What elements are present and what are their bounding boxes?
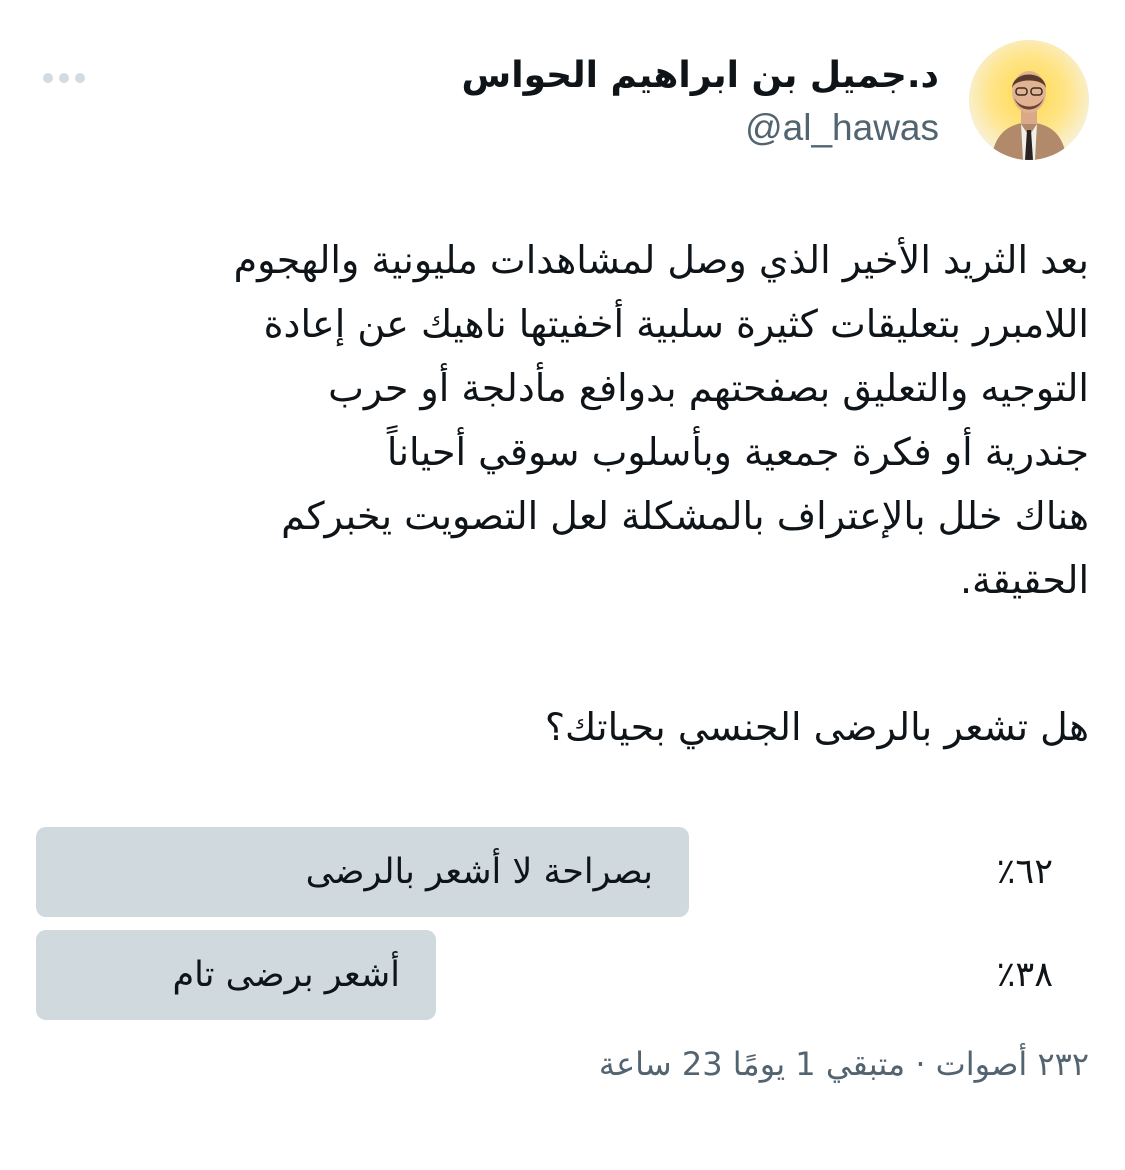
profile-photo-icon [969, 40, 1089, 160]
poll-option-label: أشعر برضى تام [172, 955, 400, 995]
poll-option-2 [36, 930, 1089, 1020]
tweet-text: بعد الثريد الأخير الذي وصل لمشاهدات مليونية والهجوم اللامبرر بتعليقات كثيرة سلبية أخفيتها ناهيك عن إعادة التوجيه والتعليق بصفحتهم بدوافع مأدلجة أو حرب جندرية أو فكرة جمعية وبأسلوب سوقي أحياناً هناك خلل بالإعتراف بالمشكلة لعل التصويت يخبركم الحقيقة. [233, 238, 1089, 602]
tweet-header [36, 40, 1089, 160]
author-display-name[interactable]: د.جميل بن ابراهيم الحواس [461, 55, 939, 96]
poll-option-1 [36, 827, 1089, 917]
more-options-button[interactable] [36, 58, 92, 98]
poll-option-percent: ٦٢٪ [996, 852, 1053, 892]
poll-option-percent: ٣٨٪ [996, 955, 1053, 995]
more-horizontal-icon [40, 71, 88, 85]
poll-option-label: بصراحة لا أشعر بالرضى [305, 852, 653, 892]
author-handle[interactable]: @al_hawas [745, 107, 939, 148]
poll-question: هل تشعر بالرضى الجنسي بحياتك؟ [544, 705, 1089, 749]
poll [36, 827, 1089, 1033]
author-info [462, 50, 939, 152]
poll-meta: ٢٣٢ أصوات · متبقي 1 يومًا 23 ساعة [598, 1045, 1089, 1083]
avatar[interactable] [969, 40, 1089, 160]
